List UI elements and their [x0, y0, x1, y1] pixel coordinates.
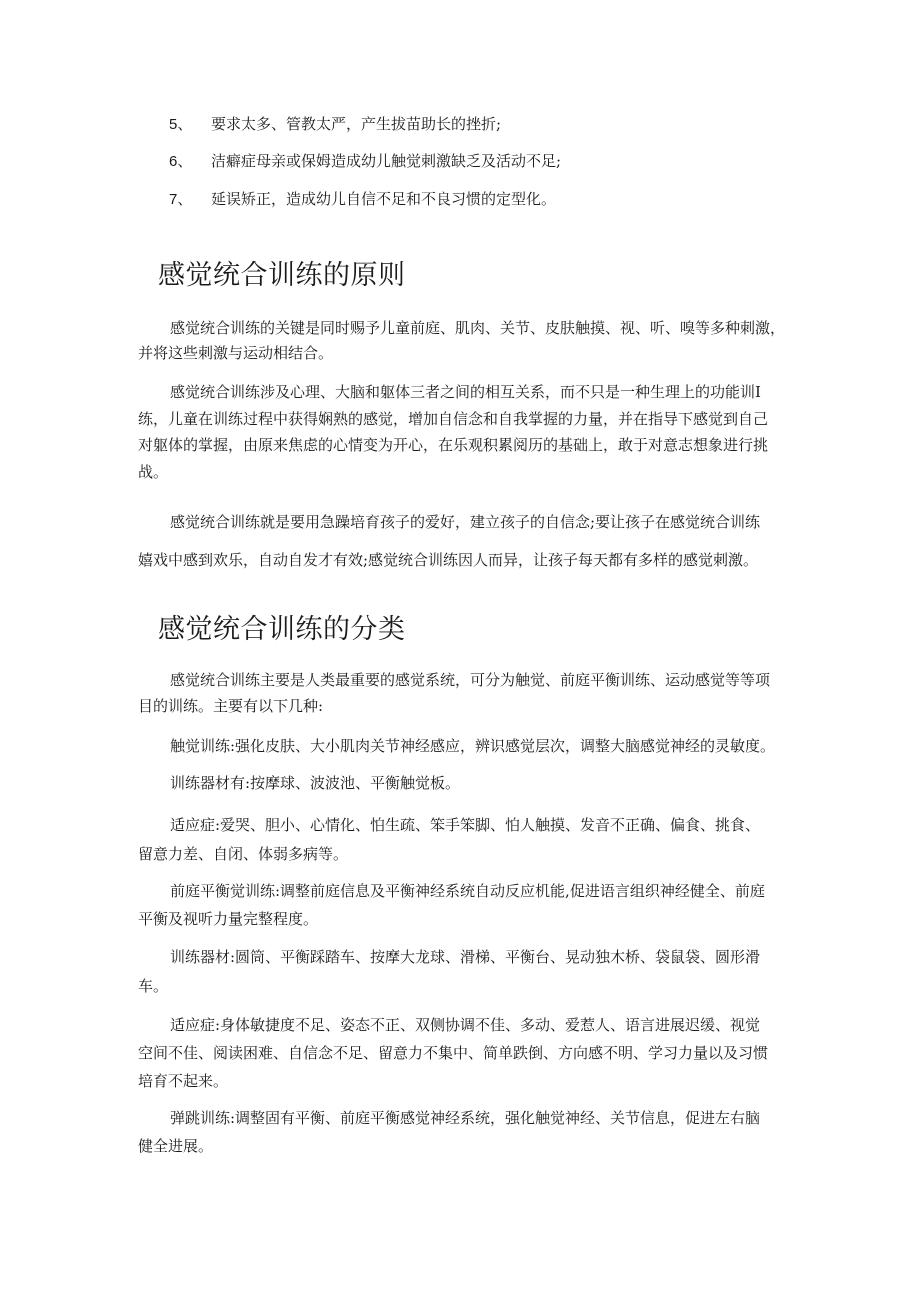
list-text: 要求太多、管教太严，产生拔苗助长的挫折; [211, 115, 502, 133]
list-number: 6、 [169, 153, 193, 170]
text-line: 战。 [138, 462, 169, 481]
section-heading-principles: 感觉统合训练的原则 [158, 260, 406, 291]
paragraph-vestibular-indications [138, 1011, 790, 1095]
text-line: 感觉统合训练涉及心理、大脑和躯体三者之间的相互关系，而不只是一种生理上的功能训Ⅰ [170, 383, 761, 401]
paragraph-principles-1 [138, 316, 790, 366]
text-line: 留意力差、自闭、体弱多病等。 [138, 845, 349, 863]
text-line: 训练器材:圆筒、平衡踩踏车、按摩大龙球、滑梯、平衡台、晃动独木桥、袋鼠袋、圆形滑 [170, 948, 761, 966]
paragraph-vestibular-training [138, 877, 790, 933]
paragraph-tactile-equipment [138, 772, 790, 794]
text-line: 感觉统合训练主要是人类最重要的感觉系统，可分为触觉、前庭平衡训练、运动感觉等等项 [170, 671, 771, 689]
paragraph-principles-3 [138, 503, 790, 579]
text-line: 空间不佳、阅读困难、自信念不足、留意力不集中、简单跌倒、方向感不明、学习力量以及习惯 [138, 1044, 769, 1062]
list-number: 7、 [169, 191, 193, 208]
text-line: 前庭平衡觉训练:调整前庭信息及平衡神经系统自动反应机能,促进语言组织神经健全、前庭 [170, 882, 765, 900]
list-number: 5、 [169, 116, 193, 133]
list-item [169, 114, 501, 135]
text-line: 嬉戏中感到欢乐，自动自发才有效;感觉统合训练因人而异，让孩子每天都有多样的感觉刺激。 [138, 551, 759, 569]
text-line: 弹跳训练:调整固有平衡、前庭平衡感觉神经系统，强化触觉神经、关节信息，促进左右脑 [170, 1109, 761, 1127]
paragraph-principles-2 [138, 379, 790, 485]
text-line: 触觉训练:强化皮肤、大小肌肉关节神经感应，辨识感觉层次，调整大脑感觉神经的灵敏度。 [170, 737, 776, 755]
paragraph-bounce-training [138, 1104, 790, 1160]
text-line: 适应症:身体敏捷度不足、姿态不正、双侧协调不佳、多动、爱惹人、语言进展迟缓、视觉 [170, 1016, 761, 1034]
list-text: 洁癖症母亲或保姆造成幼儿触觉刺激缺乏及活动不足; [211, 152, 562, 170]
list-item [169, 189, 556, 210]
text-line: 感觉统合训练就是要用急躁培育孩子的爱好，建立孩子的自信念;要让孩子在感觉统合训练 [170, 513, 761, 531]
text-line: 练，儿童在训练过程中获得娴熟的感觉，增加自信念和自我掌握的力量，并在指导下感觉到自己 [138, 409, 769, 428]
text-line: 健全进展。 [138, 1137, 214, 1155]
paragraph-categories-intro [138, 667, 790, 719]
text-line: 车。 [138, 977, 169, 995]
list-text: 延误矫正，造成幼儿自信不足和不良习惯的定型化。 [211, 190, 557, 208]
text-line: 感觉统合训练的关键是同时赐予儿童前庭、肌肉、关节、皮肤触摸、视、听、嗅等多种刺激， [170, 319, 786, 337]
paragraph-tactile-training [138, 735, 790, 757]
text-line: 适应症:爱哭、胆小、心情化、怕生疏、笨手笨脚、怕人触摸、发音不正确、偏食、挑食、 [170, 816, 761, 834]
paragraph-vestibular-equipment [138, 943, 790, 1001]
list-item [169, 151, 561, 172]
section-heading-categories: 感觉统合训练的分类 [158, 614, 406, 645]
text-line: 平衡及视听力量完整程度。 [138, 910, 319, 928]
text-line: 对躯体的掌握，由原来焦虑的心情变为开心，在乐观积累阅历的基础上，敢于对意志想象进行挑 [138, 436, 769, 454]
text-line: 并将这些刺激与运动相结合。 [138, 344, 334, 362]
text-line: 培育不起来。 [138, 1072, 229, 1090]
paragraph-tactile-indications [138, 811, 790, 869]
text-line: 训练器材有:按摩球、波波池、平衡触觉板。 [170, 774, 461, 792]
text-line: 目的训练。主要有以下几种: [138, 697, 324, 715]
